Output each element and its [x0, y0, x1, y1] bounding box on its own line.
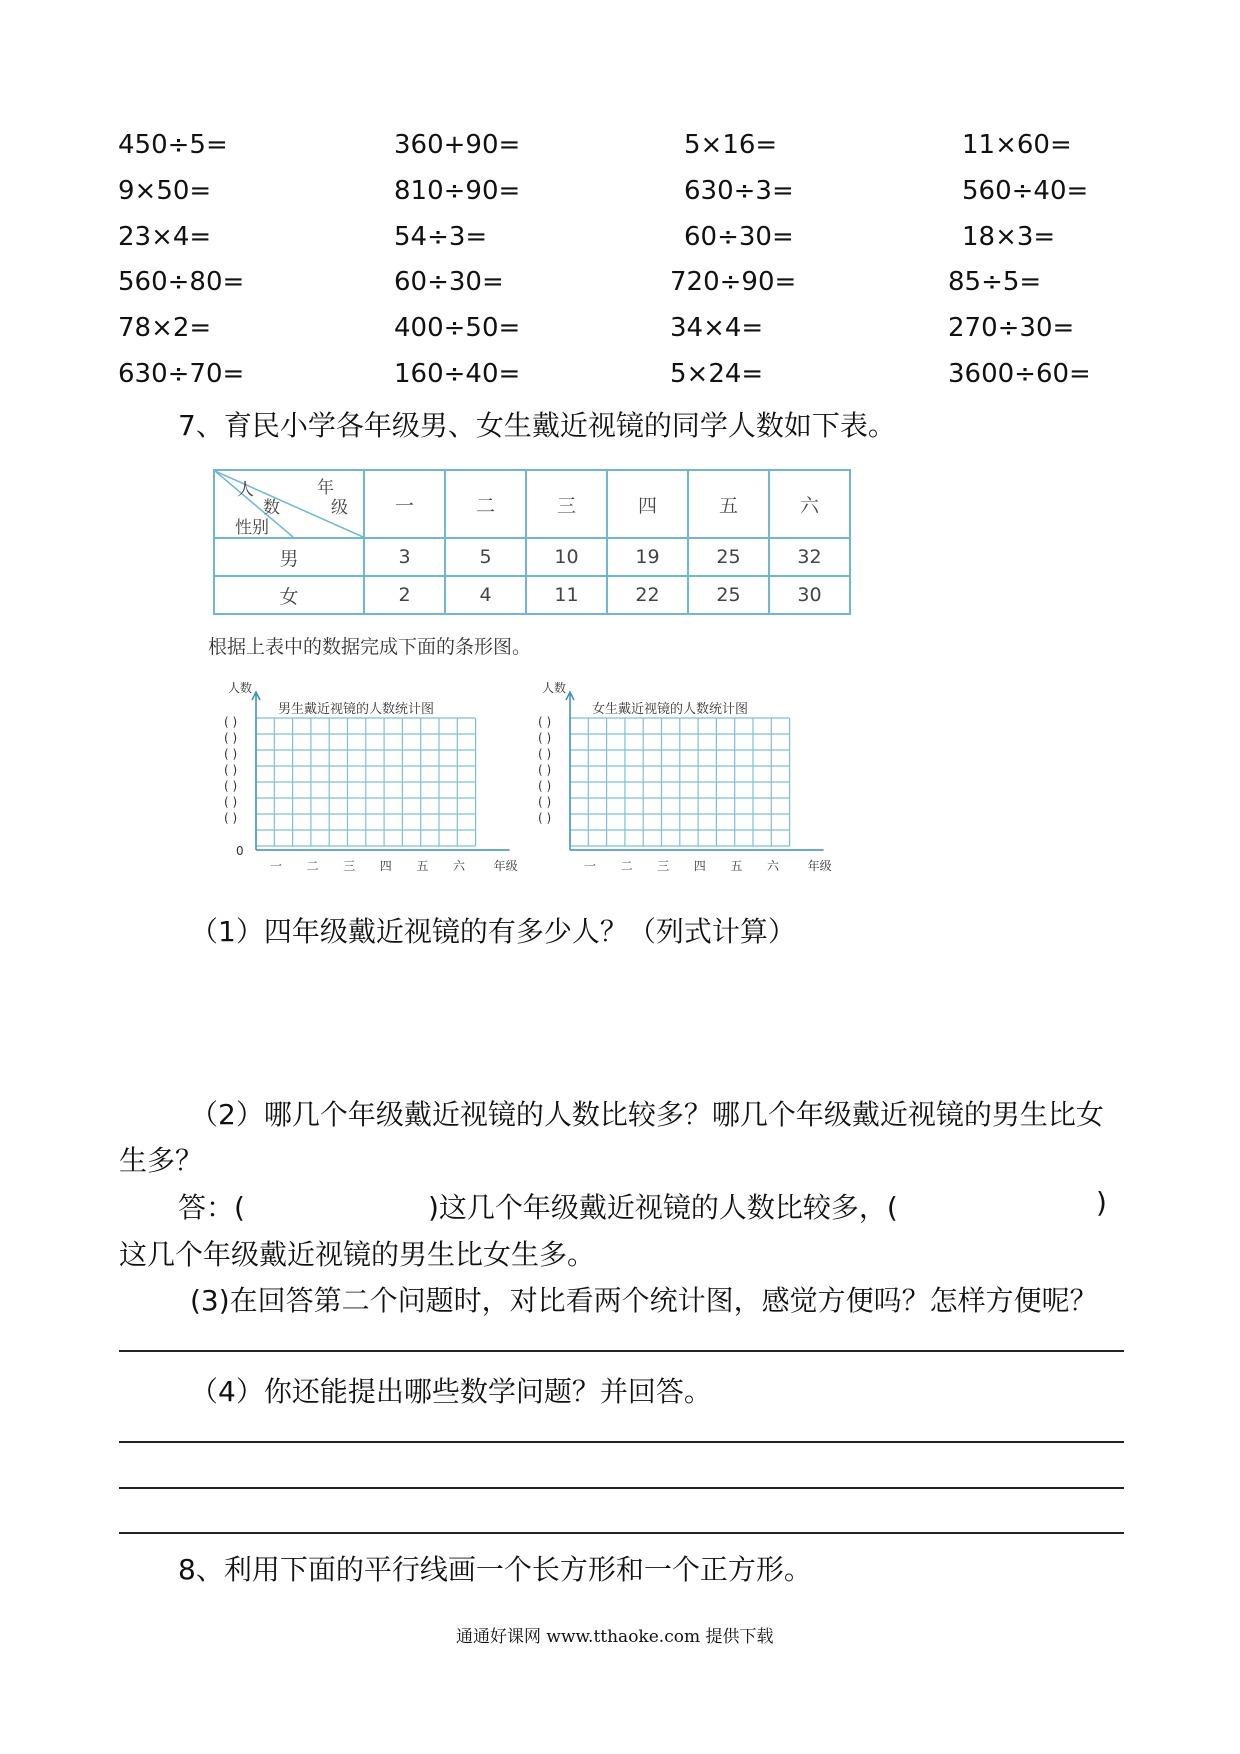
corner-people: 人: [237, 480, 254, 500]
answer-line: [119, 1487, 1124, 1489]
calc-item: 560÷80=: [118, 267, 245, 297]
corner-year: 年: [317, 478, 334, 498]
grade-header: 一: [364, 470, 445, 538]
answer-line: [119, 1441, 1124, 1443]
calc-item: 3600÷60=: [948, 359, 1091, 389]
row-label: 女: [214, 576, 364, 614]
x-tick-label: 六: [767, 859, 780, 873]
x-tick-label: 一: [270, 859, 283, 873]
corner-grade: 级: [331, 498, 348, 518]
y-tick-placeholder: ( ): [224, 715, 238, 729]
y-tick-placeholder: ( ): [538, 747, 552, 761]
sub-question-1: （1）四年级戴近视镜的有多少人？（列式计算）: [190, 915, 796, 948]
calc-item: 810÷90=: [394, 176, 521, 206]
chart-instruction: 根据上表中的数据完成下面的条形图。: [208, 636, 532, 658]
answer-line: [119, 1532, 1124, 1534]
calc-item: 5×24=: [670, 359, 764, 389]
y-tick-placeholder: ( ): [538, 715, 552, 729]
y-tick-placeholder: ( ): [538, 731, 552, 745]
calc-item: 9×50=: [118, 176, 212, 206]
y-tick-placeholder: ( ): [538, 811, 552, 825]
chart-xlabel: 年级: [493, 859, 518, 873]
x-tick-label: 四: [693, 859, 706, 873]
sub-question-2-line2: 生多？: [119, 1144, 204, 1177]
calc-item: 60÷30=: [684, 222, 794, 252]
table-corner-header: [214, 470, 364, 538]
calc-item: 630÷70=: [118, 359, 245, 389]
table-row-male: [214, 538, 850, 576]
table-cell: 3: [364, 538, 445, 576]
myopia-table: [213, 469, 851, 615]
y-tick-placeholder: ( ): [224, 795, 238, 809]
calc-item: 560÷40=: [962, 176, 1089, 206]
table-cell: 25: [688, 576, 769, 614]
x-tick-label: 三: [657, 859, 670, 873]
y-tick-placeholder: ( ): [538, 795, 552, 809]
calc-item: 78×2=: [118, 313, 212, 343]
table-cell: 30: [769, 576, 850, 614]
chart-title: 女生戴近视镜的人数统计图: [592, 702, 749, 717]
table-cell: 32: [769, 538, 850, 576]
calc-item: 400÷50=: [394, 313, 521, 343]
x-tick-label: 三: [343, 859, 356, 873]
x-tick-label: 六: [453, 859, 466, 873]
y-tick-placeholder: ( ): [224, 731, 238, 745]
table-cell: 2: [364, 576, 445, 614]
chart-grid-svg: [222, 680, 542, 880]
table-cell: 10: [526, 538, 607, 576]
table-cell: 25: [688, 538, 769, 576]
chart-origin: 0: [236, 844, 244, 858]
y-tick-placeholder: ( ): [538, 779, 552, 793]
calc-item: 34×4=: [670, 313, 764, 343]
corner-gender: 性别: [235, 518, 269, 538]
x-tick-label: 五: [416, 859, 429, 873]
table-cell: 5: [445, 538, 526, 576]
calc-item: 23×4=: [118, 222, 212, 252]
y-tick-placeholder: ( ): [224, 747, 238, 761]
calc-item: 270÷30=: [948, 313, 1075, 343]
table-cell: 11: [526, 576, 607, 614]
row-label: 男: [214, 538, 364, 576]
grade-header: 四: [607, 470, 688, 538]
corner-count: 数: [263, 498, 280, 518]
answer-line: [119, 1350, 1124, 1352]
grade-header: 五: [688, 470, 769, 538]
calc-item: 5×16=: [684, 130, 778, 160]
answer-middle: )这几个年级戴近视镜的人数比较多，(: [428, 1191, 898, 1224]
x-tick-label: 二: [306, 859, 319, 873]
calc-item: 54÷3=: [394, 222, 488, 252]
table-cell: 22: [607, 576, 688, 614]
grade-header: 二: [445, 470, 526, 538]
table-cell: 19: [607, 538, 688, 576]
sub-question-3: (3)在回答第二个问题时，对比看两个统计图，感觉方便吗？怎样方便呢？: [190, 1284, 1098, 1317]
male-bar-chart: [222, 680, 542, 880]
chart-ylabel: 人数: [542, 681, 567, 695]
calc-item: 360+90=: [394, 130, 521, 160]
y-tick-placeholder: ( ): [224, 763, 238, 777]
y-tick-placeholder: ( ): [224, 779, 238, 793]
x-tick-label: 五: [730, 859, 743, 873]
table-cell: 4: [445, 576, 526, 614]
calc-item: 85÷5=: [948, 267, 1042, 297]
sub-question-2-line1: （2）哪几个年级戴近视镜的人数比较多？哪几个年级戴近视镜的男生比女: [190, 1098, 1104, 1131]
y-tick-placeholder: ( ): [538, 763, 552, 777]
calc-item: 720÷90=: [670, 267, 797, 297]
table-row-female: [214, 576, 850, 614]
x-tick-label: 一: [584, 859, 597, 873]
calc-item: 18×3=: [962, 222, 1056, 252]
sub-question-4: （4）你还能提出哪些数学问题？并回答。: [190, 1375, 712, 1408]
chart-ylabel: 人数: [228, 681, 253, 695]
x-tick-label: 二: [620, 859, 633, 873]
calc-item: 11×60=: [962, 130, 1072, 160]
calc-item: 60÷30=: [394, 267, 504, 297]
answer-end: ): [1096, 1186, 1107, 1219]
grade-header: 三: [526, 470, 607, 538]
grade-header: 六: [769, 470, 850, 538]
chart-xlabel: 年级: [807, 859, 832, 873]
calc-item: 630÷3=: [684, 176, 794, 206]
footer-credit: 通通好课网 www.tthaoke.com 提供下载: [456, 1627, 774, 1647]
chart-grid-svg: [536, 680, 866, 880]
chart-title: 男生戴近视镜的人数统计图: [278, 702, 435, 717]
x-tick-label: 四: [379, 859, 392, 873]
answer-line-2: 这几个年级戴近视镜的男生比女生多。: [119, 1238, 596, 1271]
question-8-title: 8、利用下面的平行线画一个长方形和一个正方形。: [178, 1553, 812, 1586]
y-tick-placeholder: ( ): [224, 811, 238, 825]
calc-item: 160÷40=: [394, 359, 521, 389]
female-bar-chart: [536, 680, 866, 880]
calc-item: 450÷5=: [118, 130, 228, 160]
answer-prefix: 答：(: [178, 1191, 245, 1224]
question-7-title: 7、育民小学各年级男、女生戴近视镜的同学人数如下表。: [178, 409, 896, 442]
